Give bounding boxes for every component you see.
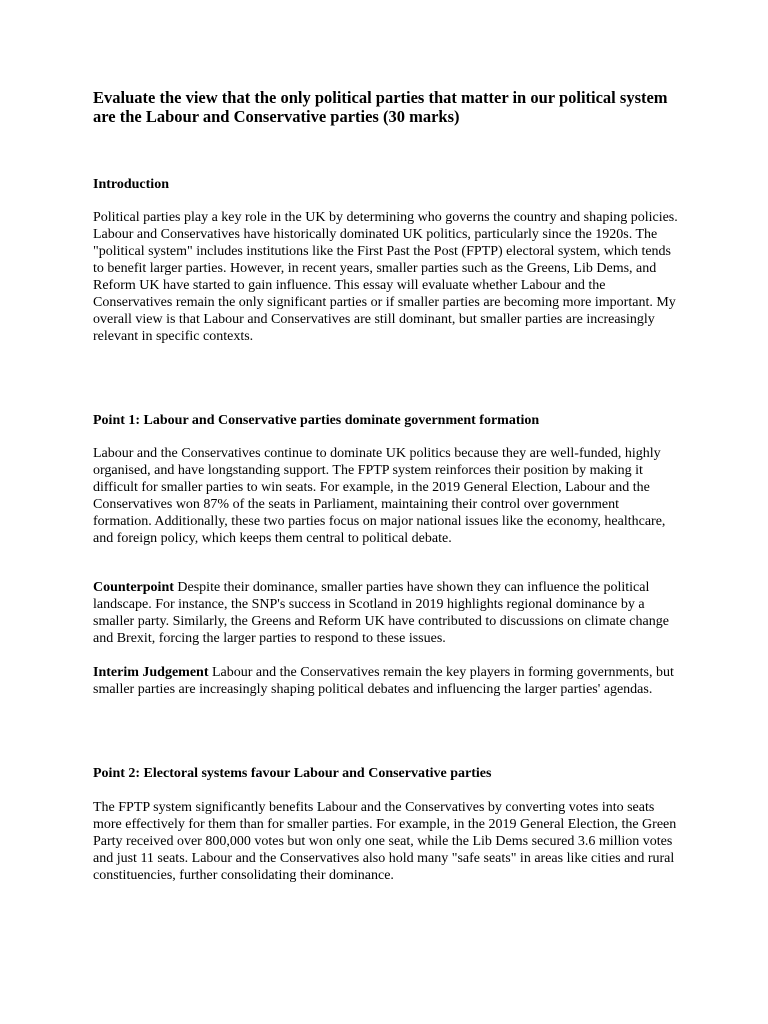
point2-paragraph: The FPTP system significantly benefits Labour and the Conservatives by converting votes into seats more effectively for them than for smaller parties. For example, in the 2019 General Election, the Green Party received over 800,000 votes but won only one seat, while the Lib Dems secured 3.6 million votes and just 11 seats. Labour and the Conservatives also hold many "safe seats" in areas like cities and rural constituencies, further consolidating their dominance.: [93, 800, 677, 883]
counterpoint-text: Despite their dominance, smaller parties have shown they can influence the political landscape. For instance, the SNP's success in Scotland in 2019 highlights regional dominance by a smaller party. Similarly, the Greens and Reform UK have contributed to discussions on climate change and Brexit, forcing the larger parties to respond to these issues.: [93, 580, 669, 646]
essay-title: Evaluate the view that the only political parties that matter in our political system are the Labour and Conservative parties (30 marks): [93, 88, 668, 126]
interim-judgement-paragraph: [93, 664, 678, 698]
interim-judgement-text: Labour and the Conservatives remain the key players in forming governments, but smaller parties are increasingly shaping political debates and influencing the larger parties' agendas.: [93, 665, 674, 697]
point1-heading: Point 1: Labour and Conservative parties dominate government formation: [93, 413, 540, 428]
counterpoint-label: Counterpoint: [93, 580, 174, 595]
counterpoint-paragraph: [93, 579, 678, 647]
interim-judgement-label: Interim Judgement: [93, 665, 209, 680]
introduction-heading: Introduction: [93, 177, 169, 192]
introduction-paragraph: Political parties play a key role in the UK by determining who governs the country and shaping policies. Labour and Conservatives have historically dominated UK politics, particularly since the 1920s. The "political system" includes institutions like the First Past the Post (FPTP) electoral system, which tends to benefit larger parties. However, in recent years, smaller parties such as the Greens, Lib Dems, and Reform UK have started to gain influence. This essay will evaluate whether Labour and the Conservatives remain the only significant parties or if smaller parties are becoming more important. My overall view is that Labour and Conservatives are still dominant, but smaller parties are increasingly relevant in specific contexts.: [93, 210, 678, 344]
point1-paragraph: Labour and the Conservatives continue to dominate UK politics because they are well-funded, highly organised, and have longstanding support. The FPTP system reinforces their position by making it difficult for smaller parties to win seats. For example, in the 2019 General Election, Labour and the Conservatives won 87% of the seats in Parliament, maintaining their control over government formation. Additionally, these two parties focus on major national issues like the economy, healthcare, and foreign policy, which keeps them central to political debate.: [93, 446, 666, 546]
point2-heading: Point 2: Electoral systems favour Labour and Conservative parties: [93, 766, 492, 781]
